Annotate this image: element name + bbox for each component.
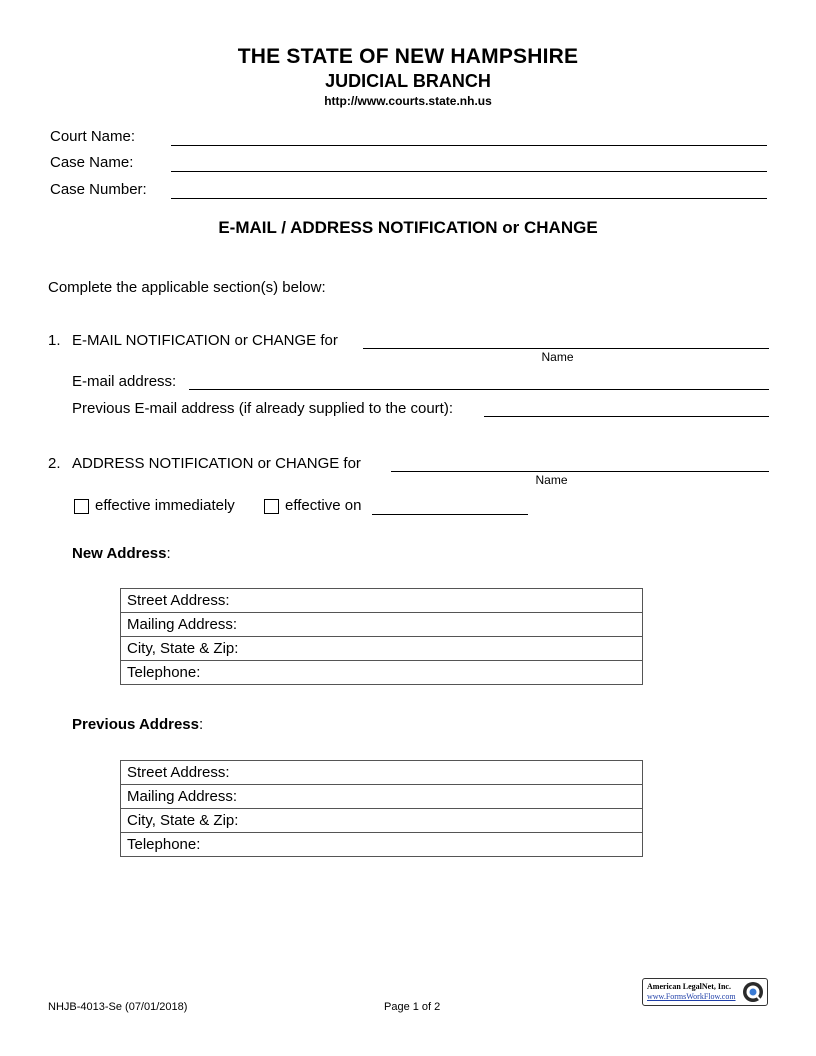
new-mailing-address-cell[interactable]: Mailing Address:	[121, 613, 643, 637]
court-name-field[interactable]	[171, 145, 767, 146]
state-heading: THE STATE OF NEW HAMPSHIRE	[237, 45, 579, 68]
section2-heading: ADDRESS NOTIFICATION or CHANGE for	[72, 455, 361, 472]
logo-company: American LegalNet, Inc.	[647, 982, 731, 991]
table-row	[121, 785, 643, 809]
effective-immediately-checkbox[interactable]	[74, 499, 89, 514]
logo-seal-icon	[742, 981, 764, 1003]
email-field[interactable]	[189, 389, 769, 390]
new-city-state-zip-cell[interactable]: City, State & Zip:	[121, 637, 643, 661]
table-row	[121, 637, 643, 661]
table-row	[121, 761, 643, 785]
section1-name-caption: Name	[541, 350, 574, 364]
previous-address-table	[120, 760, 643, 857]
section1-heading: E-MAIL NOTIFICATION or CHANGE for	[72, 332, 338, 349]
case-name-label: Case Name:	[50, 154, 134, 171]
previous-address-heading-colon: :	[199, 716, 204, 733]
court-url: http://www.courts.state.nh.us	[324, 94, 492, 108]
new-address-table	[120, 588, 643, 685]
court-name-label: Court Name:	[50, 128, 136, 145]
section2-name-field[interactable]	[391, 471, 769, 472]
table-row	[121, 589, 643, 613]
table-row	[121, 809, 643, 833]
effective-immediately-label: effective immediately	[95, 497, 235, 514]
table-row	[121, 833, 643, 857]
logo-url[interactable]: www.FormsWorkFlow.com	[647, 992, 736, 1001]
case-number-field[interactable]	[171, 198, 767, 199]
prev-mailing-address-cell[interactable]: Mailing Address:	[121, 785, 643, 809]
branch-heading: JUDICIAL BRANCH	[325, 71, 491, 91]
table-row	[121, 661, 643, 685]
new-telephone-cell[interactable]: Telephone:	[121, 661, 643, 685]
effective-date-field[interactable]	[372, 514, 528, 515]
form-id: NHJB-4013-Se (07/01/2018)	[48, 1001, 188, 1013]
case-name-field[interactable]	[171, 171, 767, 172]
previous-address-heading-text: Previous Address	[72, 716, 199, 733]
instructions: Complete the applicable section(s) below:	[48, 279, 326, 296]
new-address-heading	[72, 545, 171, 562]
table-row	[121, 613, 643, 637]
prev-city-state-zip-cell[interactable]: City, State & Zip:	[121, 809, 643, 833]
prev-telephone-cell[interactable]: Telephone:	[121, 833, 643, 857]
section1-number: 1.	[48, 332, 61, 349]
prev-street-address-cell[interactable]: Street Address:	[121, 761, 643, 785]
effective-on-label: effective on	[285, 497, 362, 514]
section2-name-caption: Name	[535, 473, 568, 487]
new-address-heading-colon: :	[166, 545, 171, 562]
new-street-address-cell[interactable]: Street Address:	[121, 589, 643, 613]
legalnet-logo[interactable]	[642, 978, 768, 1006]
section1-name-field[interactable]	[363, 348, 769, 349]
form-title: E-MAIL / ADDRESS NOTIFICATION or CHANGE	[218, 218, 598, 237]
email-label: E-mail address:	[72, 373, 177, 390]
section2-number: 2.	[48, 455, 61, 472]
effective-on-checkbox[interactable]	[264, 499, 279, 514]
case-number-label: Case Number:	[50, 181, 147, 198]
previous-email-label: Previous E-mail address (if already supplied to the court):	[72, 400, 454, 417]
previous-email-field[interactable]	[484, 416, 769, 417]
page-number: Page 1 of 2	[384, 1001, 441, 1013]
new-address-heading-text: New Address	[72, 545, 167, 562]
previous-address-heading	[72, 716, 203, 733]
